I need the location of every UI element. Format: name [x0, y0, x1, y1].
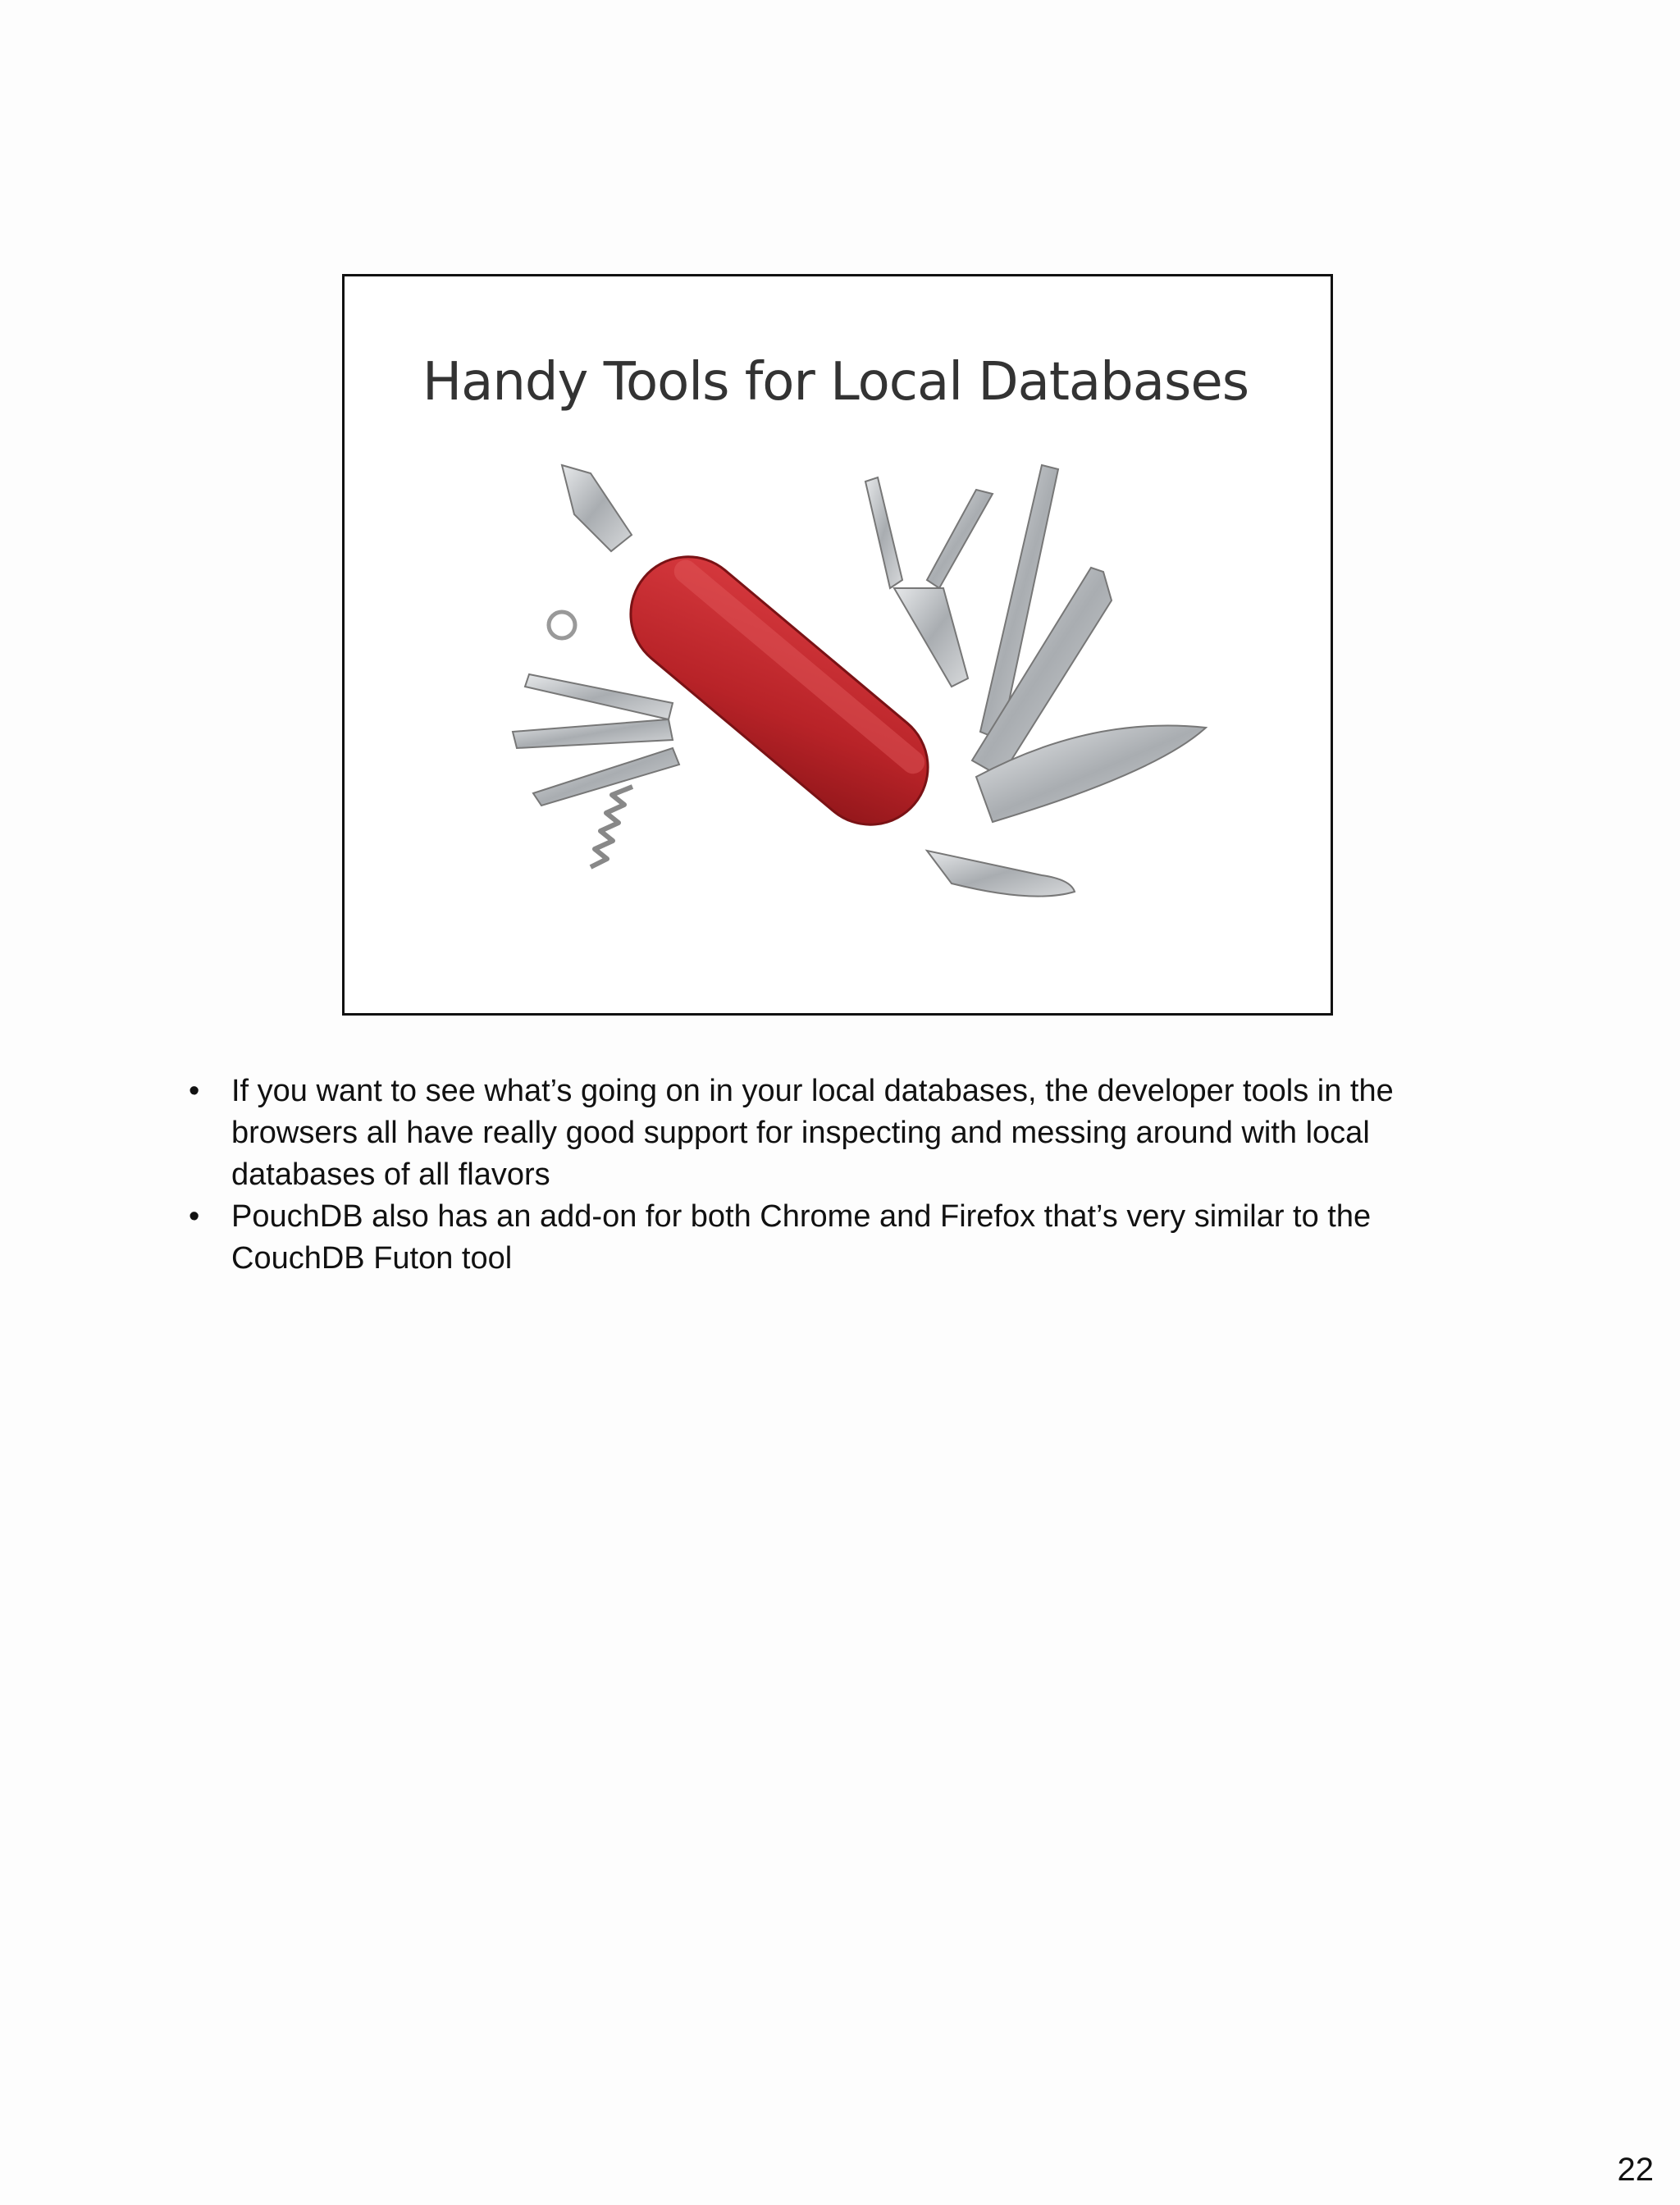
slide-title: Handy Tools for Local Databases [422, 352, 1249, 413]
page-number: 22 [1617, 2152, 1654, 2188]
speaker-notes [189, 1071, 1468, 1280]
bullet: • [189, 1074, 200, 1108]
swiss-army-knife-icon [468, 457, 1222, 982]
note-text: PouchDB also has an add-on for both Chrome and Firefox that’s very similar to the CouchDB Futon tool [231, 1199, 1372, 1276]
note-item [189, 1196, 1468, 1280]
bullet: • [189, 1199, 200, 1234]
slide-thumbnail [342, 274, 1333, 1016]
note-text: If you want to see what’s going on in your local databases, the developer tools in the browsers all have really good support for inspecting and messing around with local databases of all flavors [231, 1074, 1394, 1192]
note-item [189, 1071, 1468, 1196]
